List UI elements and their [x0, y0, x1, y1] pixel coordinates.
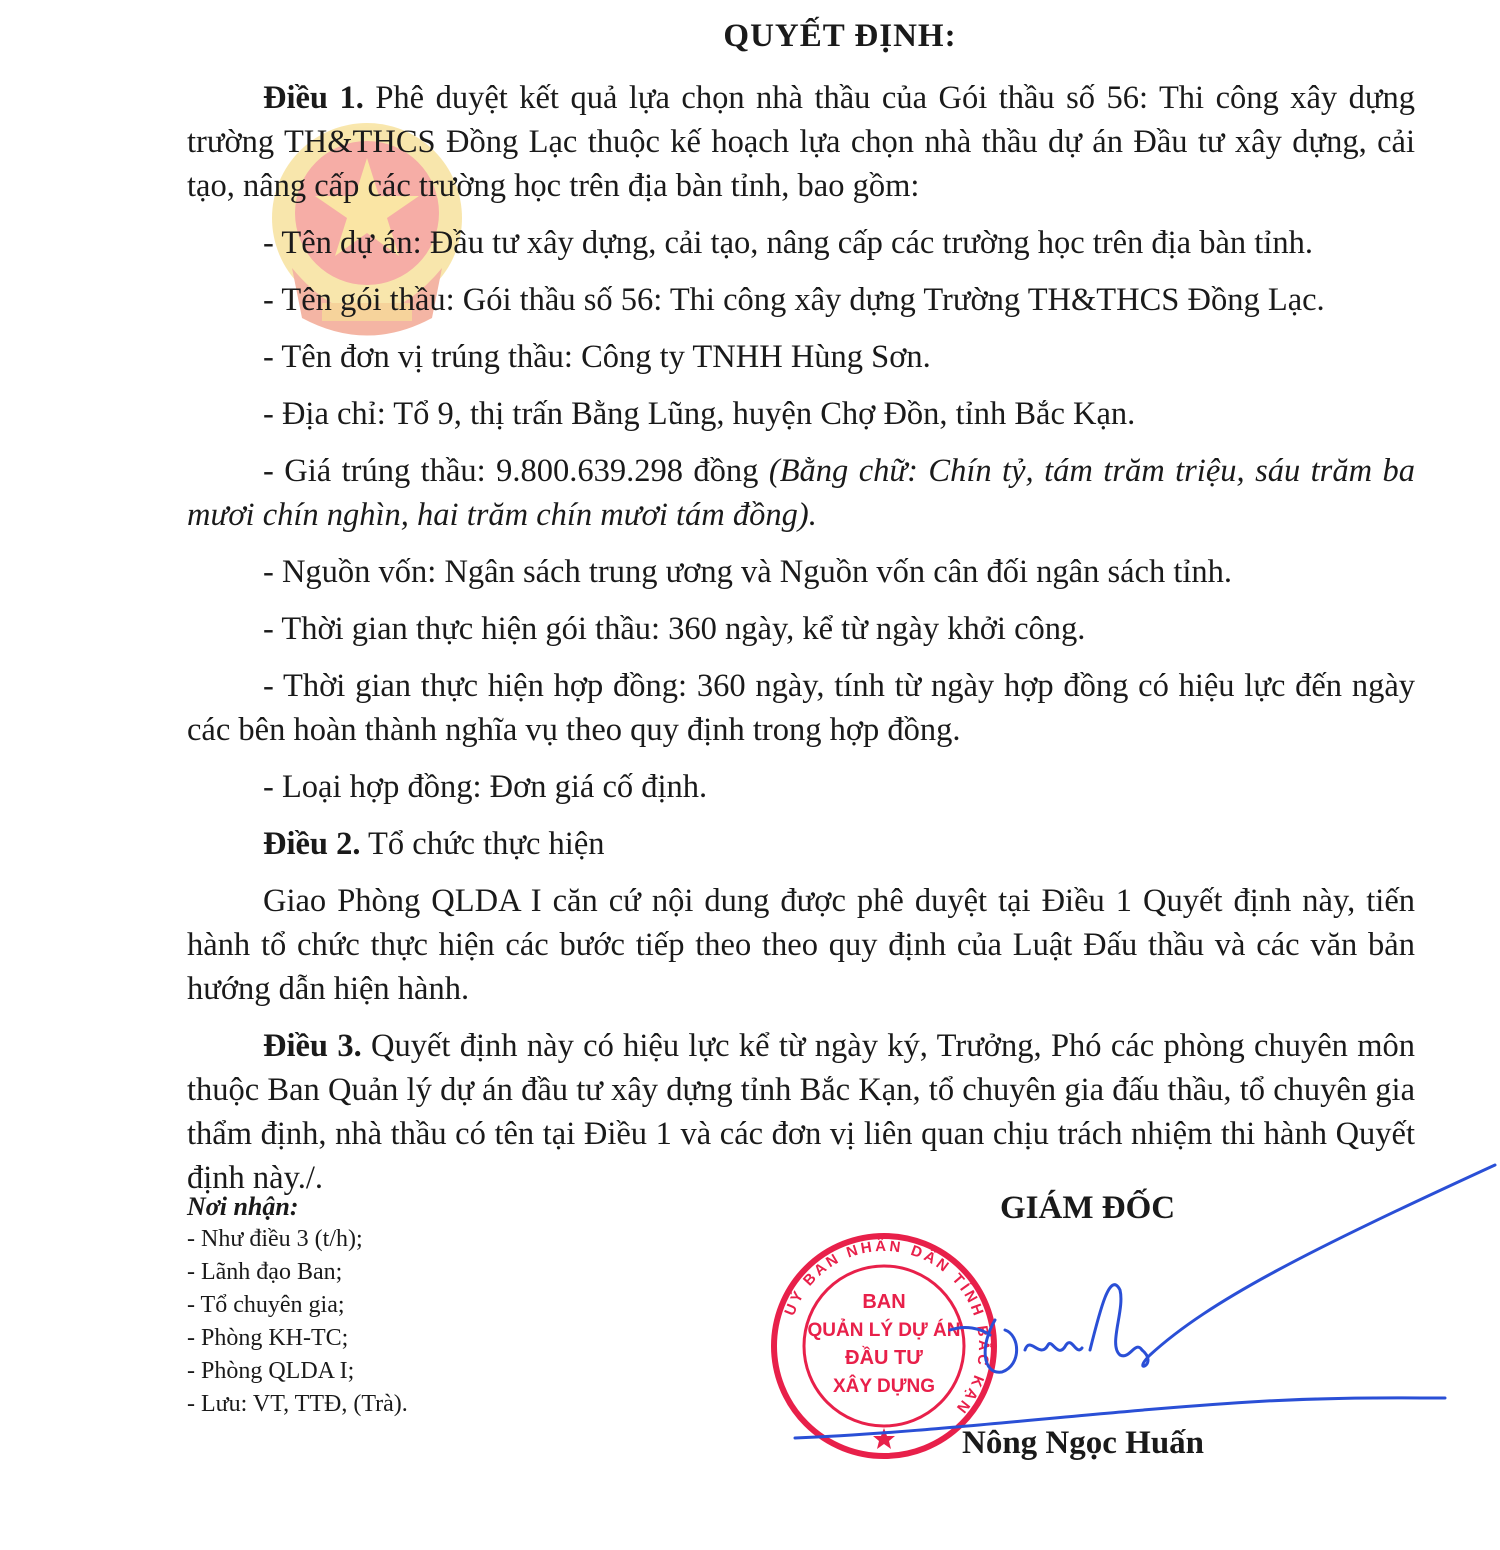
article-3-label: Điều 3.	[263, 1028, 362, 1064]
article-2-heading	[187, 822, 1415, 866]
signer-name: Nông Ngọc Huấn	[962, 1425, 1205, 1461]
decision-title: QUYẾT ĐỊNH:	[723, 18, 957, 54]
signer-role: GIÁM ĐỐC	[1000, 1190, 1176, 1226]
article-2-title: Tổ chức thực hiện	[360, 826, 605, 862]
recipient-item: - Phòng QLDA I;	[187, 1358, 355, 1384]
article-1-label: Điều 1.	[263, 80, 364, 116]
funding-line: - Nguồn vốn: Ngân sách trung ương và Nguồn vốn cân đối ngân sách tỉnh.	[263, 554, 1233, 590]
handwritten-signature	[790, 1150, 1500, 1450]
recipient-item: - Lãnh đạo Ban;	[187, 1259, 343, 1285]
project-name-line: - Tên dự án: Đầu tư xây dựng, cải tạo, nâng cấp các trường học trên địa bàn tỉnh.	[263, 225, 1313, 261]
recipients-block	[187, 1190, 408, 1421]
price-amount: - Giá trúng thầu: 9.800.639.298 đồng	[263, 453, 769, 489]
stamp-line: BAN	[862, 1291, 906, 1313]
article-1	[187, 76, 1415, 208]
recipient-item: - Như điều 3 (t/h);	[187, 1226, 363, 1252]
document-body	[187, 76, 1415, 1213]
address-line: - Địa chỉ: Tổ 9, thị trấn Bằng Lũng, huyện Chợ Đồn, tỉnh Bắc Kạn.	[263, 396, 1136, 432]
stamp-line: XÂY DỰNG	[833, 1376, 935, 1397]
article-2-label: Điều 2.	[263, 826, 361, 862]
article-2-text: Giao Phòng QLDA I căn cứ nội dung được phê duyệt tại Điều 1 Quyết định này, tiến hành tổ chức thực hiện các bước tiếp theo theo quy định của Luật Đấu thầu và các văn bản hướng dẫn hiện hành.	[187, 883, 1415, 1007]
article-1-intro: Phê duyệt kết quả lựa chọn nhà thầu của Gói thầu số 56: Thi công xây dựng trường TH&THCS Đồng Lạc thuộc kế hoạch lựa chọn nhà thầu dự án Đầu tư xây dựng, cải tạo, nâng cấp các trường học trên địa bàn tỉnh, bao gồm:	[187, 80, 1415, 204]
price-line	[187, 449, 1415, 537]
winner-line: - Tên đơn vị trúng thầu: Công ty TNHH Hùng Sơn.	[263, 339, 931, 375]
price-in-words: (Bằng chữ: Chín tỷ, tám trăm triệu, sáu trăm ba mươi chín nghìn, hai trăm chín mươi tám đồng).	[187, 453, 1415, 533]
recipients-heading: Nơi nhận:	[187, 1192, 299, 1221]
contract-type-line: - Loại hợp đồng: Đơn giá cố định.	[263, 769, 708, 805]
stamp-ring-text: UỶ BAN NHÂN DÂN TỈNH BẮC KẠN	[781, 1237, 993, 1419]
package-duration-line: - Thời gian thực hiện gói thầu: 360 ngày, kể từ ngày khởi công.	[263, 611, 1086, 647]
recipient-item: - Phòng KH-TC;	[187, 1325, 349, 1351]
stamp-line: ĐẦU TƯ	[845, 1347, 923, 1369]
recipient-item: - Lưu: VT, TTĐ, (Trà).	[187, 1391, 408, 1417]
stamp-line: QUẢN LÝ DỰ ÁN	[807, 1320, 961, 1341]
package-name-line: - Tên gói thầu: Gói thầu số 56: Thi công xây dựng Trường TH&THCS Đồng Lạc.	[263, 282, 1325, 318]
contract-duration-line: - Thời gian thực hiện hợp đồng: 360 ngày, tính từ ngày hợp đồng có hiệu lực đến ngày các bên hoàn thành nghĩa vụ theo quy định trong hợp đồng.	[187, 668, 1415, 748]
article-3-text: Quyết định này có hiệu lực kể từ ngày ký, Trưởng, Phó các phòng chuyên môn thuộc Ban Quản lý dự án đầu tư xây dựng tỉnh Bắc Kạn, tổ chuyên gia đấu thầu, tổ chuyên gia thẩm định, nhà thầu có tên tại Điều 1 và các đơn vị liên quan chịu trách nhiệm thi hành Quyết định này./.	[187, 1028, 1415, 1196]
recipients-list	[187, 1223, 408, 1421]
recipient-item: - Tổ chuyên gia;	[187, 1292, 345, 1318]
